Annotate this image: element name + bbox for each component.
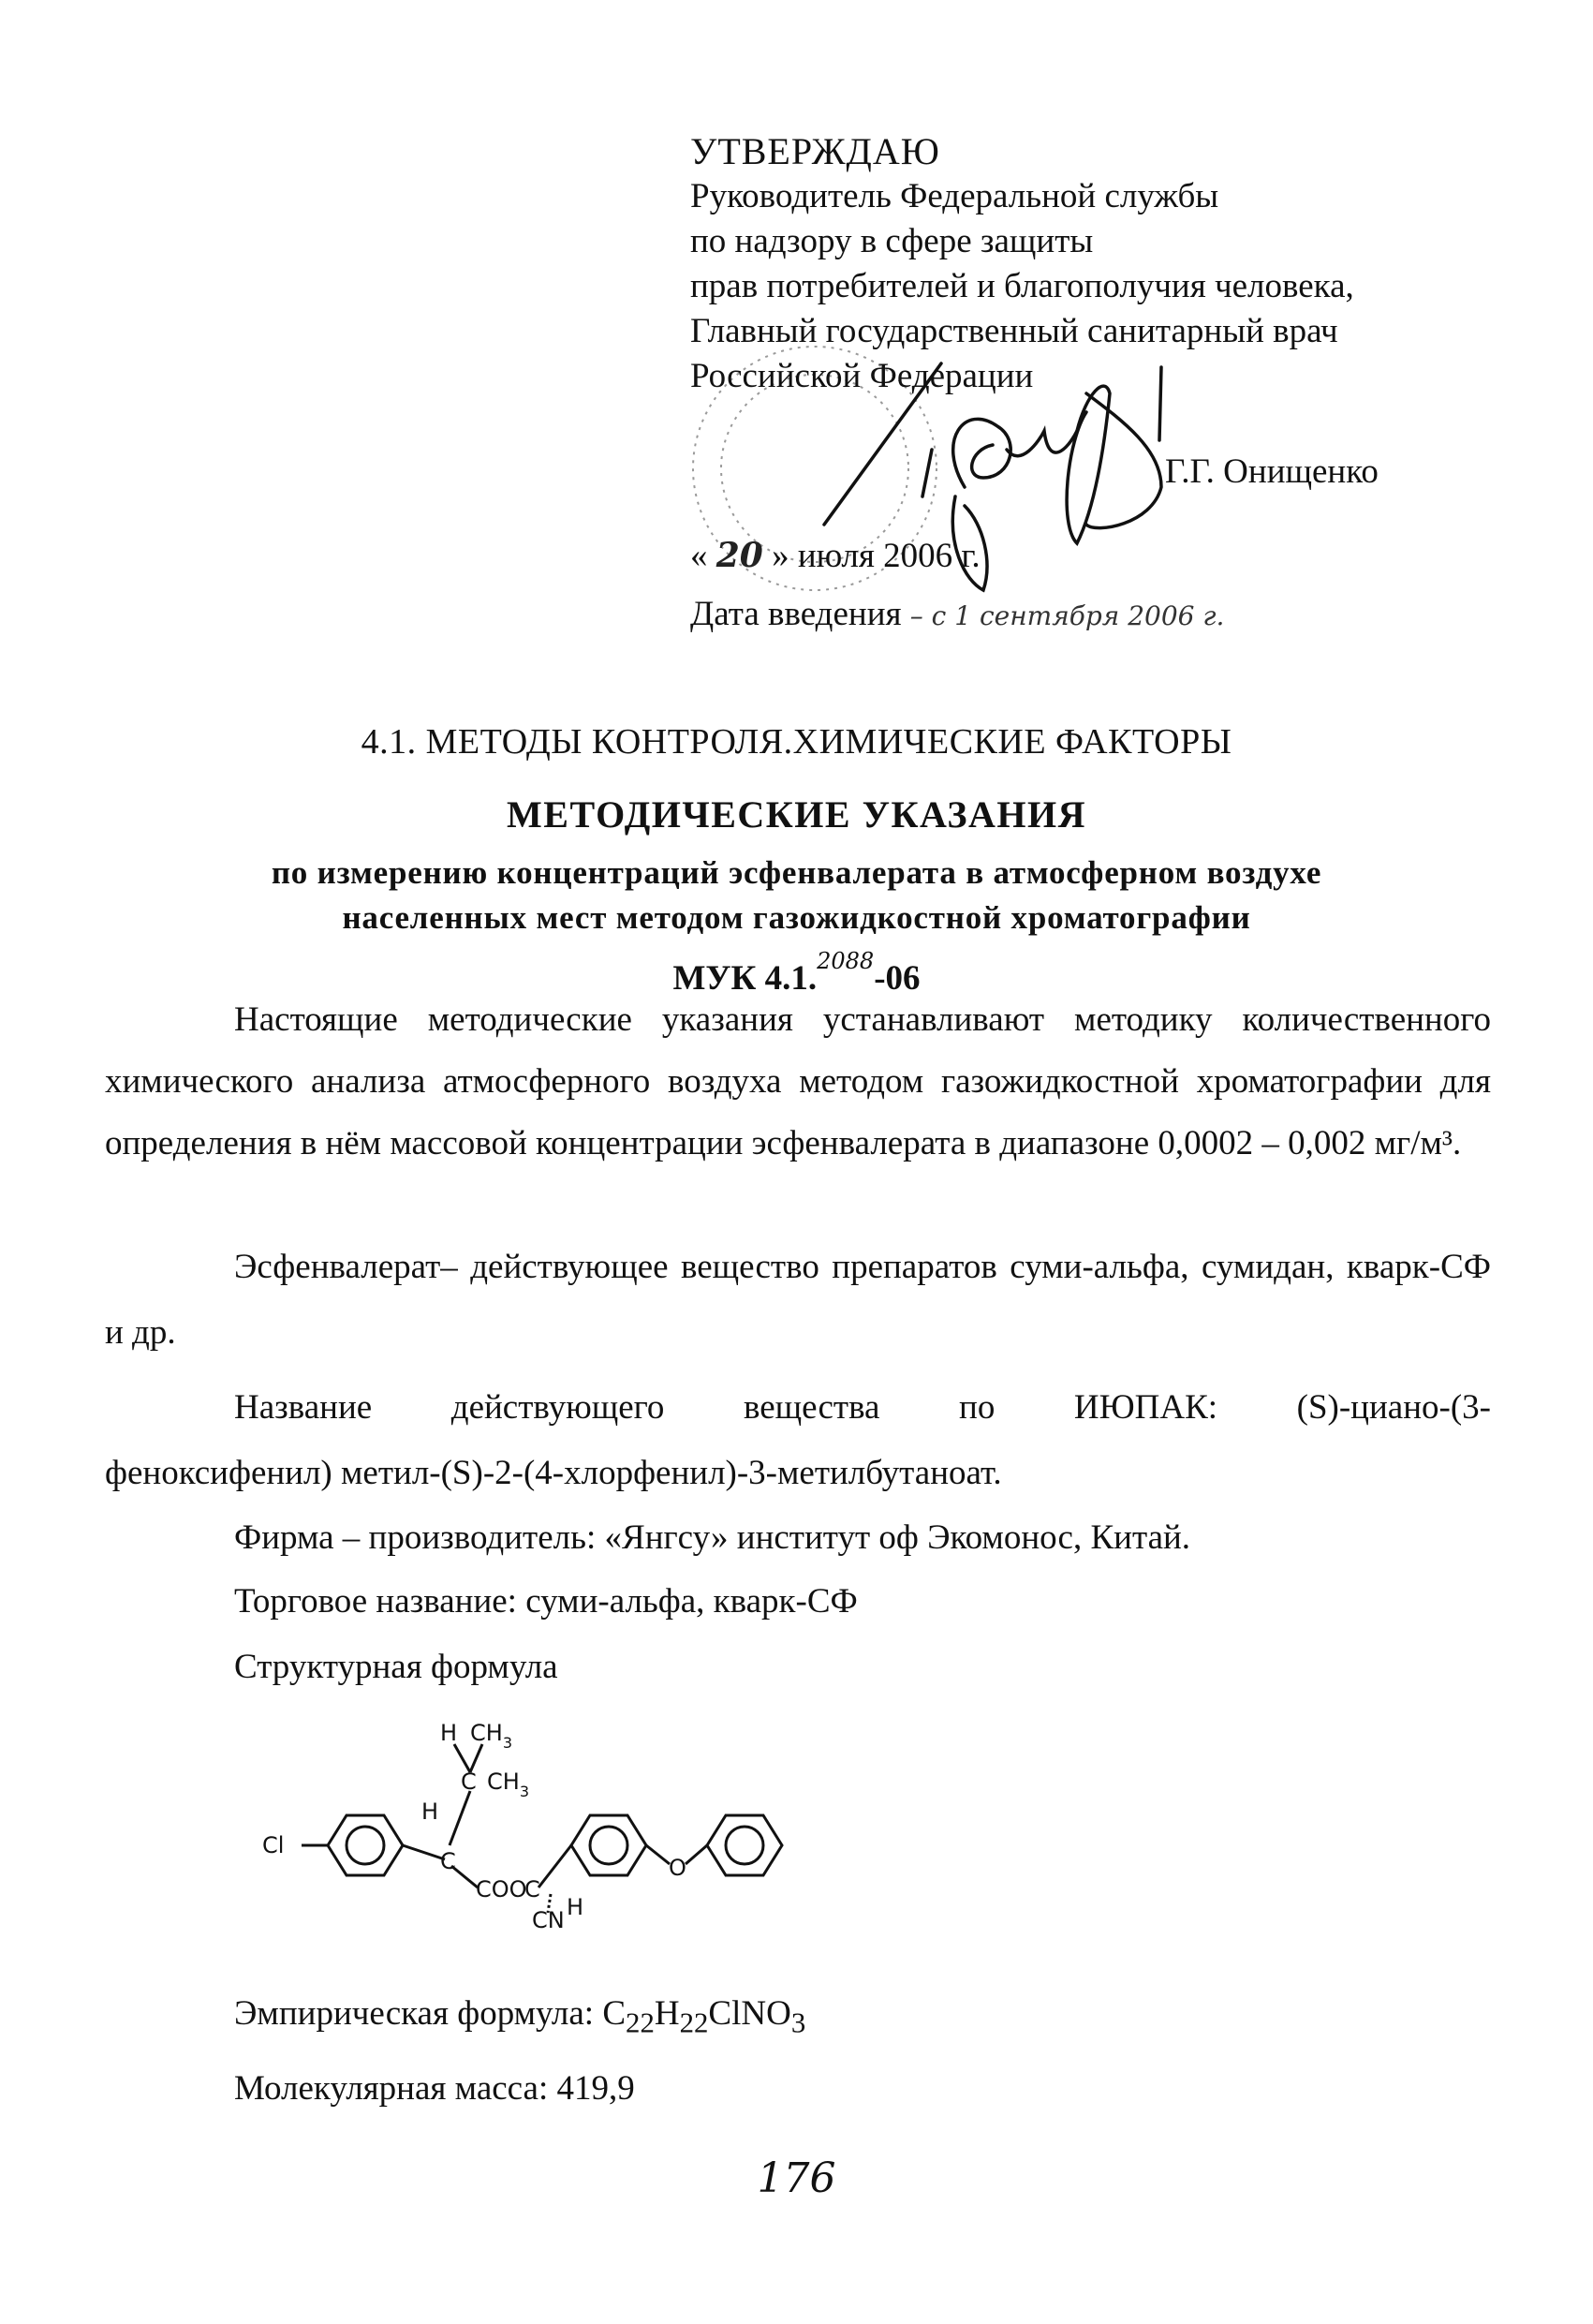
date-prefix: «	[690, 537, 708, 575]
formula-group-coo: COO	[476, 1876, 527, 1902]
subtitle-line: по измерению концентраций эсфенвалерата в атмосферном воздухе	[271, 854, 1322, 891]
aromatic-circle	[347, 1827, 384, 1864]
molar-mass-line: Молекулярная масса: 419,9	[234, 2069, 635, 2108]
formula-atom-c: C	[440, 1848, 456, 1874]
iupac-word: ИЮПАК:	[1073, 1388, 1218, 1427]
document-subtitle	[0, 851, 1593, 940]
approval-line: прав потребителей и благополучия человека,	[690, 267, 1354, 305]
approval-block	[690, 129, 1514, 399]
iupac-first-line	[105, 1375, 1491, 1441]
structure-label: Структурная формула	[234, 1648, 558, 1686]
empirical-h-count: 22	[679, 2006, 709, 2039]
approval-heading: УТВЕРЖДАЮ	[690, 130, 940, 172]
muk-number-handwritten: 2088	[817, 948, 875, 974]
empirical-c: C	[602, 1994, 627, 2033]
iupac-name	[105, 1375, 1491, 1506]
structural-formula	[253, 1705, 833, 1930]
formula-atom-cl: Cl	[262, 1832, 285, 1858]
aromatic-circle	[590, 1827, 627, 1864]
iupac-word: Название	[234, 1388, 373, 1427]
iupac-word: действующего	[450, 1388, 665, 1427]
document-title: МЕТОДИЧЕСКИЕ УКАЗАНИЯ	[507, 793, 1086, 836]
manufacturer-line: Фирма – производитель: «Янгсу» институт оф Экомонос, Китай.	[234, 1518, 1191, 1557]
paragraph-text: Эсфенвалерат– действующее вещество препаратов суми-альфа, сумидан, кварк-СФ и др.	[105, 1248, 1491, 1352]
signatory-name: Г.Г. Онищенко	[1165, 452, 1379, 491]
formula-atom-h: H	[421, 1799, 439, 1825]
empirical-c-count: 22	[626, 2006, 655, 2039]
intro-label: Дата введения	[690, 595, 902, 633]
formula-atom-o: O	[669, 1855, 686, 1881]
formula-atom-h: H	[567, 1894, 584, 1920]
phenyl-ring-2	[707, 1815, 782, 1875]
approval-line: Руководитель Федеральной службы	[690, 177, 1219, 215]
formula-group-ch3: $CH_3$	[470, 1720, 512, 1752]
formula-group-ch3: $CH_3$	[487, 1769, 529, 1800]
approval-line: Российской Федерации	[690, 357, 1034, 395]
trade-name-line: Торговое название: суми-альфа, кварк-СФ	[234, 1582, 858, 1621]
approval-line: Главный государственный санитарный врач	[690, 312, 1338, 350]
empirical-rest: ClNO	[708, 1994, 791, 2033]
aromatic-circle	[726, 1827, 763, 1864]
empirical-h: H	[654, 1994, 680, 2033]
date-suffix: » июля 2006 г.	[772, 537, 981, 575]
muk-prefix: МУК 4.1.	[672, 959, 818, 998]
phenyl-ring-1	[571, 1815, 646, 1875]
empirical-o-count: 3	[790, 2006, 806, 2039]
intro-handwritten: – с 1 сентября 2006 г.	[909, 600, 1225, 631]
subtitle-line: населенных мест методом газожидкостной хроматографии	[342, 899, 1251, 936]
chlorophenyl-ring	[328, 1815, 403, 1875]
paragraph-substance	[105, 1235, 1491, 1366]
formula-atom-c: C	[524, 1876, 540, 1902]
empirical-label: Эмпирическая формула:	[234, 1994, 603, 2033]
formula-group-cn: CN	[532, 1907, 565, 1930]
empirical-formula-line	[234, 1993, 805, 2039]
section-heading: 4.1. МЕТОДЫ КОНТРОЛЯ.ХИМИЧЕСКИЕ ФАКТОРЫ	[361, 722, 1232, 762]
paragraph-scope	[105, 989, 1491, 1175]
page-number: 176	[757, 2154, 836, 2202]
iupac-word: (S)-циано-(3-	[1296, 1388, 1491, 1427]
muk-suffix: -06	[874, 959, 921, 998]
iupac-continuation: феноксифенил) метил-(S)-2-(4-хлорфенил)-3-метилбутаноат.	[105, 1454, 1002, 1492]
introduction-date	[690, 594, 1224, 634]
approval-line: по надзору в сфере защиты	[690, 222, 1094, 260]
iupac-word: по	[959, 1388, 996, 1427]
paragraph-text: Настоящие методические указания устанавливают методику количественного химического анализа атмосферного воздуха методом газожидкостной хроматографии для определения в нём массовой концентрации эсфенвалерата в диапазоне 0,0002 – 0,002 мг/м³.	[105, 1000, 1491, 1162]
formula-atom-h: H	[440, 1720, 458, 1746]
iupac-word: вещества	[743, 1388, 880, 1427]
approval-date	[690, 536, 981, 576]
formula-atom-c: C	[461, 1769, 477, 1795]
date-day-handwritten: 20	[715, 536, 763, 575]
